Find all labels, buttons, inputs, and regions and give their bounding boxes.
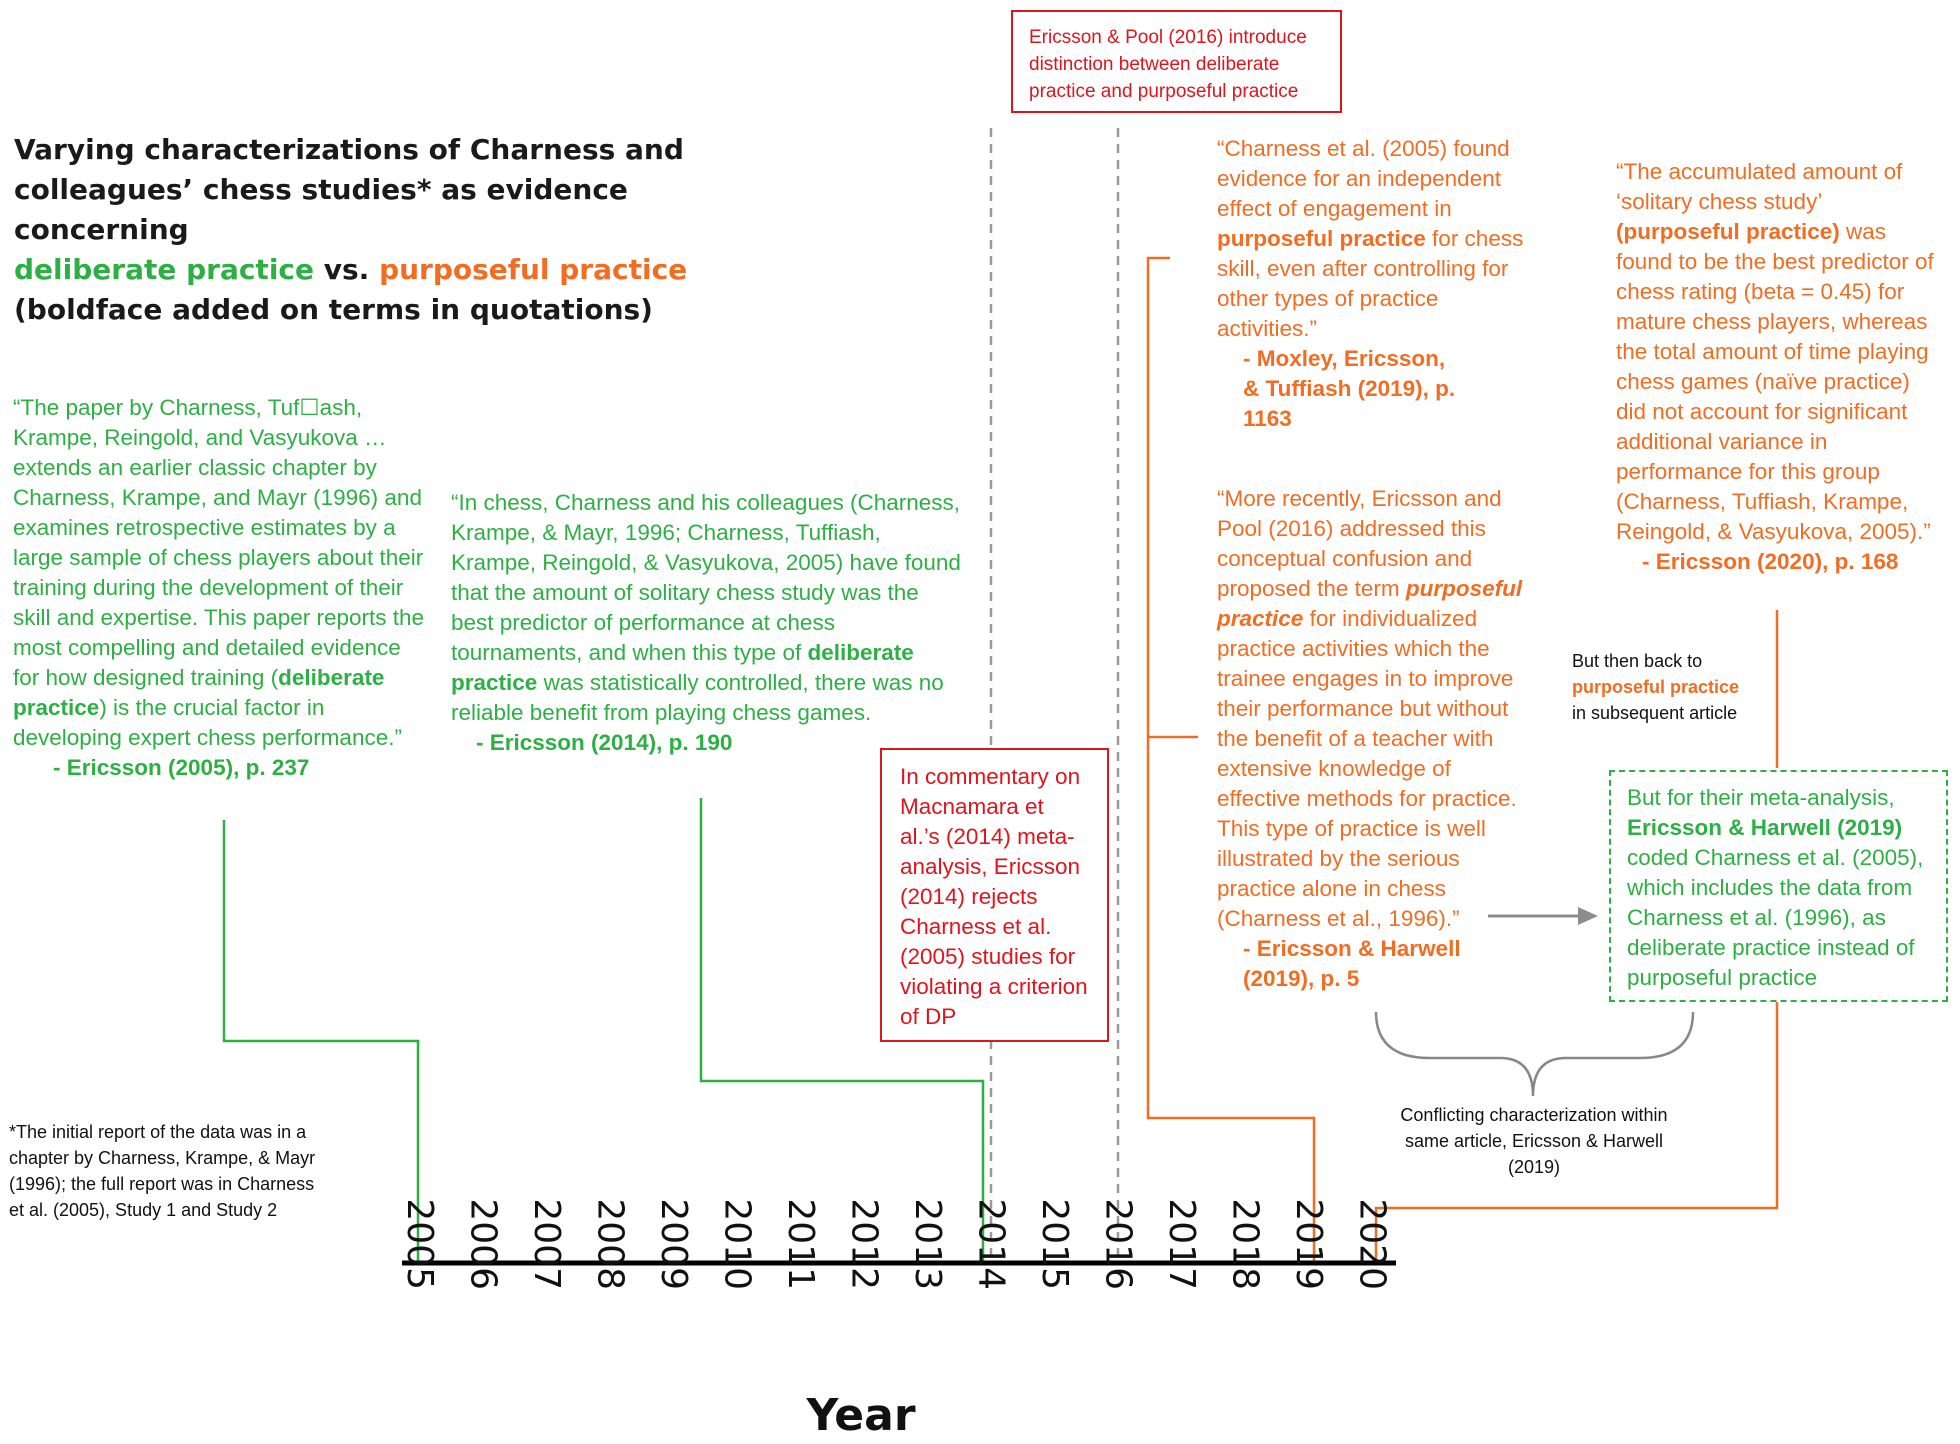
quote-2020-source: - Ericsson (2020), p. 168 [1642,549,1899,574]
year-label-2016: 2016 [1097,1198,1139,1290]
title-deliberate-practice: deliberate practice [14,253,315,286]
commentary-2014-text: In commentary on Macnamara et al.’s (2014) meta-analysis, Ericsson (2014) rejects Charness et al. (2005) studies for violating a criterion of DP [900,764,1088,1029]
quote-harwell-2019 [1217,484,1537,994]
year-label-2007: 2007 [526,1198,567,1290]
quote-harwell-text-1: “More recently, Ericsson and Pool (2016) addressed this conceptual confusion and proposed the term [1217,486,1502,601]
year-label-2010: 2010 [716,1198,758,1290]
year-labels [399,1198,1393,1290]
year-label-2019: 2019 [1288,1198,1329,1290]
axis-title: Year [806,1390,916,1441]
year-label-2014: 2014 [970,1198,1012,1290]
quote-harwell-source: - Ericsson & Harwell (2019), p. 5 [1243,936,1461,991]
title-line-1: Varying characterizations of Charness and [14,133,684,166]
pool-2016-box [1011,10,1342,113]
quote-2005-text-2: ) is the crucial factor in developing expert chess performance.” [13,695,402,750]
quote-2014-text-1: “In chess, Charness and his colleagues (Charness, Krampe, & Mayr, 1996; Charness, Tuffiash, Krampe, Reingold, & Vasyukova, 2005) have found that the amount of solitary chess study was the best predictor of performance at chess tournaments, and when this type of [451,490,961,665]
year-label-2006: 2006 [462,1198,504,1290]
meta-analysis-box [1609,770,1948,1002]
footnote [9,1119,321,1223]
curly-brace [1376,1012,1693,1096]
pool-2016-text: Ericsson & Pool (2016) introduce distinction between deliberate practice and purposeful practice [1029,27,1307,102]
meta-box-text-1: But for their meta-analysis, [1627,785,1895,810]
quote-moxley-2019 [1217,134,1537,434]
footnote-text: *The initial report of the data was in a chapter by Charness, Krampe, & Mayr (1996); the full report was in Charness et al. (2005), Study 1 and Study 2 [9,1122,316,1220]
quote-ericsson-2014 [451,488,961,758]
year-label-2008: 2008 [589,1198,631,1290]
year-label-2012: 2012 [843,1198,885,1290]
quote-moxley-source: - Moxley, Ericsson, & Tuffiash (2019), p. 1163 [1243,346,1456,431]
year-label-2020: 2020 [1351,1198,1393,1290]
title-line-4: (boldface added on terms in quotations) [14,293,653,326]
quote-2014-bold: deliberate practice [451,640,914,695]
meta-box-text-2: coded Charness et al. (2005), which includes the data from Charness et al. (1996), as deliberate practice instead of purposeful practice [1627,845,1924,990]
title-vs: vs. [314,253,380,286]
quote-2005-bold: deliberate practice [13,665,385,720]
year-label-2013: 2013 [907,1198,948,1290]
commentary-2014-box [880,748,1109,1042]
quote-ericsson-2020 [1616,157,1946,577]
quote-moxley-text-1: “Charness et al. (2005) found evidence for an independent effect of engagement in [1217,136,1510,221]
year-label-2009: 2009 [653,1198,694,1290]
quote-2014-source: - Ericsson (2014), p. 190 [476,730,733,755]
quote-2005-source: - Ericsson (2005), p. 237 [53,755,310,780]
title-line-2: colleagues’ chess studies* as evidence concerning [14,173,628,246]
year-label-2011: 2011 [780,1198,821,1290]
year-label-2005: 2005 [399,1198,440,1290]
back-to-line-3: in subsequent article [1572,703,1738,723]
quote-moxley-bold: purposeful practice [1217,226,1426,251]
back-to-note [1572,648,1802,726]
back-to-line-1: But then back to [1572,651,1703,671]
quote-moxley-text-2: for chess skill, even after controlling for other types of practice activities.” [1217,226,1524,341]
quote-2005-text-1: “The paper by Charness, Tuf☐ash, Krampe, Reingold, and Vasyukova …extends an earlier classic chapter by Charness, Krampe, and Mayr (1996) and examines retrospective estimates by a large sample of chess players about their training during the development of their skill and expertise. This paper reports the most compelling and detailed evidence for how designed training ( [13,395,425,690]
meta-box-bold: Ericsson & Harwell (2019) [1627,815,1903,840]
year-label-2015: 2015 [1034,1198,1075,1290]
year-label-2017: 2017 [1161,1198,1202,1290]
quote-harwell-text-2: for individualized practice activities which the trainee engages in to improve their performance but without the benefit of a teacher with extensive knowledge of effective methods for practice. This type of practice is well illustrated by the serious practice alone in chess (Charness et al., 1996).” [1217,606,1517,931]
quote-ericsson-2005 [13,393,433,783]
quote-2020-text-1: “The accumulated amount of ‘solitary chess study’ [1616,159,1903,214]
back-to-bold: purposeful practice [1572,677,1740,697]
year-label-2018: 2018 [1224,1198,1266,1290]
quote-2020-text-2: was found to be the best predictor of chess rating (beta = 0.45) for mature chess players, whereas the total amount of time playing chess games (naïve practice) did not account for significant additional variance in performance for this group (Charness, Tuffiash, Krampe, Reingold, & Vasyukova, 2005).” [1616,219,1934,544]
quote-harwell-bold: purposeful practice [1217,576,1523,631]
conflict-text: Conflicting characterization within same article, Ericsson & Harwell (2019) [1400,1105,1668,1177]
quote-2020-bold: (purposeful practice) [1616,219,1840,244]
conflict-note [1400,1102,1668,1180]
title-purposeful-practice: purposeful practice [379,253,688,286]
quote-2014-text-2: was statistically controlled, there was no reliable benefit from playing chess games. [451,670,944,725]
arrowhead [1578,907,1598,925]
